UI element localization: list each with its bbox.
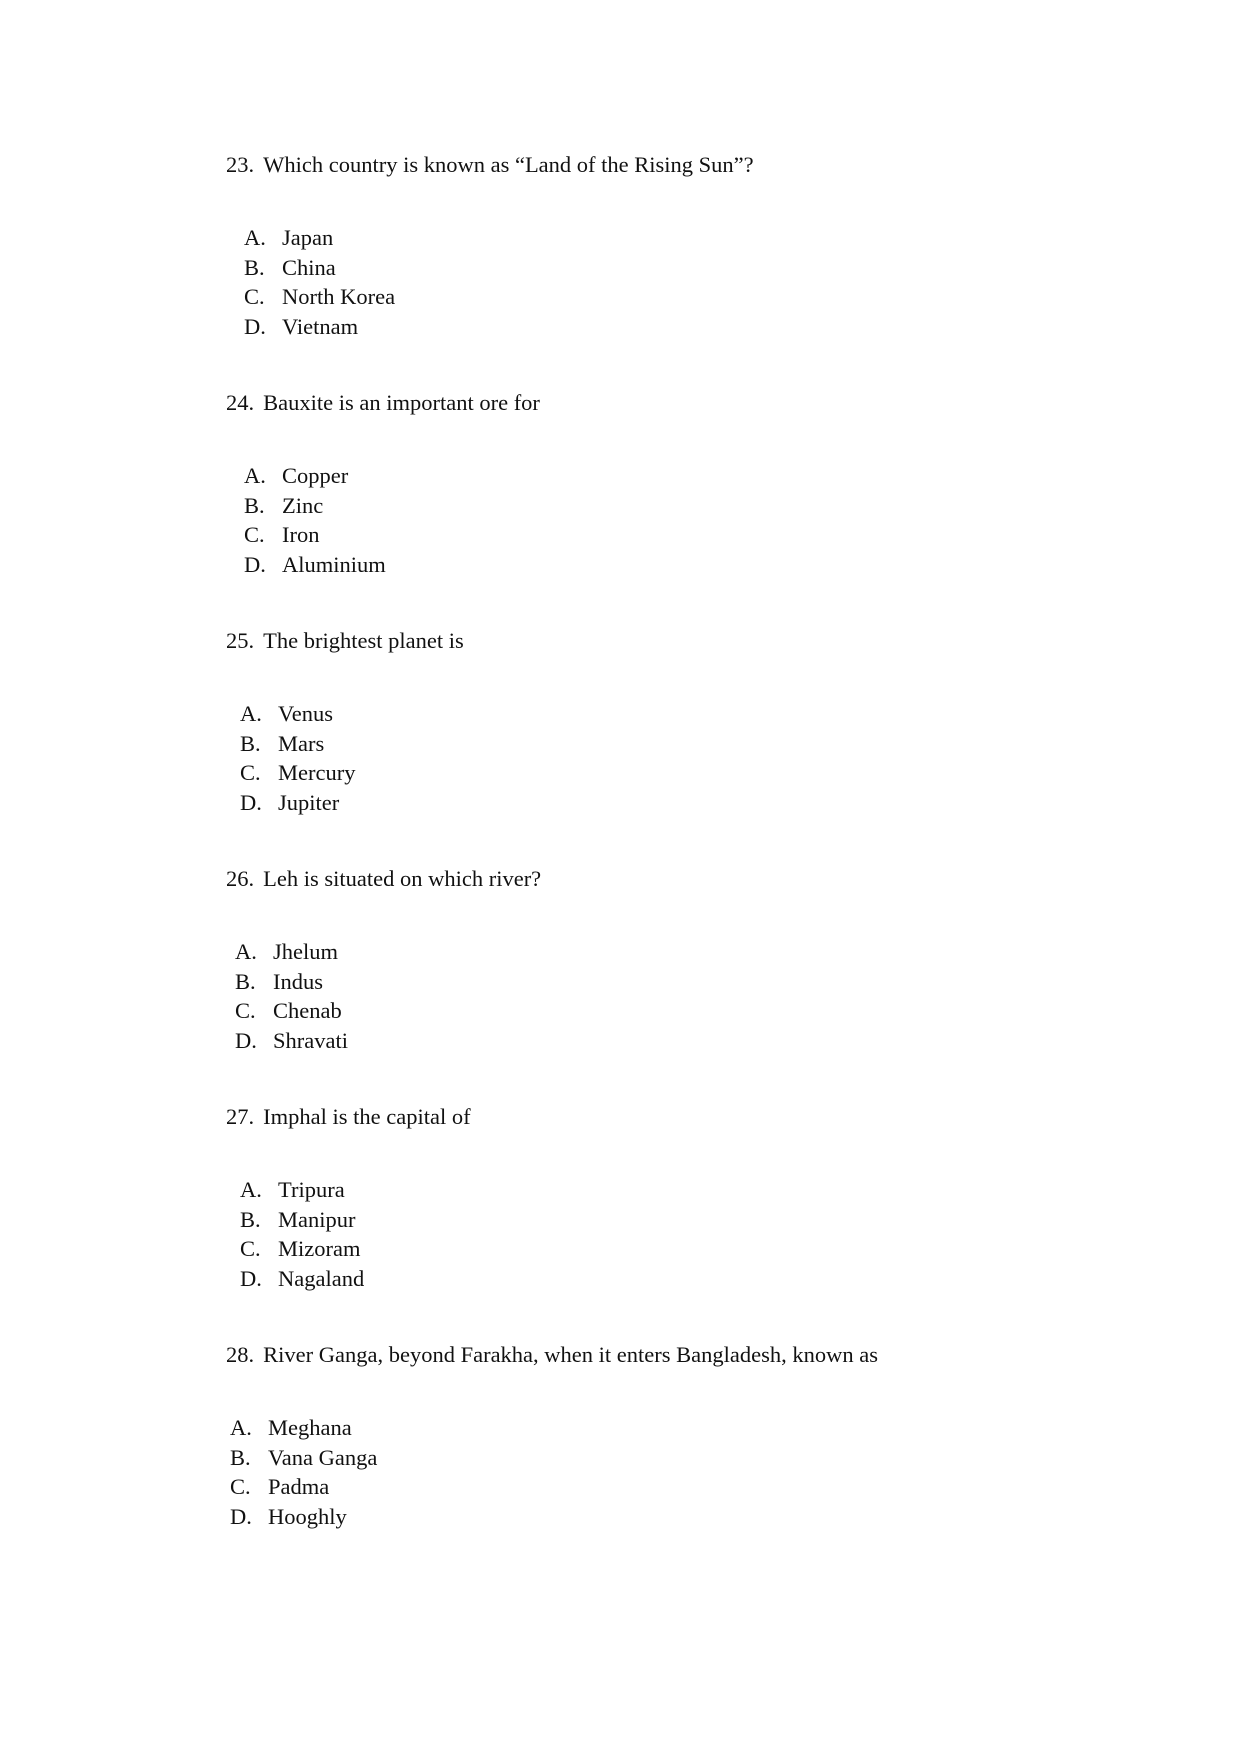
question-text-line — [226, 150, 754, 180]
option-text: China — [282, 254, 336, 280]
option-text: North Korea — [282, 284, 396, 309]
option-letter: A. — [240, 701, 262, 726]
question-number: 23. — [226, 152, 255, 177]
option-letter: D. — [230, 1503, 252, 1529]
option-letter: B. — [240, 730, 261, 756]
question-text-line — [226, 388, 540, 418]
option-letter: C. — [244, 284, 265, 309]
option-letter: C. — [240, 1236, 261, 1261]
option-letter: C. — [244, 522, 265, 547]
question-number: 25. — [226, 628, 255, 653]
question-text: Imphal is the capital of — [263, 1104, 471, 1129]
option-text: Venus — [278, 701, 333, 726]
question-text: Which country is known as “Land of the Rising Sun”? — [263, 152, 754, 177]
option-text: Chenab — [273, 998, 342, 1023]
option-letter: D. — [244, 313, 266, 339]
option-text: Vietnam — [282, 313, 359, 339]
option-letter: C. — [230, 1474, 251, 1499]
option-letter: D. — [244, 551, 266, 577]
question-text-line — [226, 1102, 471, 1132]
option-letter: C. — [235, 998, 256, 1023]
question-text: Bauxite is an important ore for — [263, 390, 540, 415]
question-text: Leh is situated on which river? — [263, 866, 542, 891]
option-text: Shravati — [273, 1027, 348, 1053]
option-text: Indus — [273, 968, 323, 994]
question-number: 27. — [226, 1104, 255, 1129]
option-letter: B. — [240, 1206, 261, 1232]
option-letter: B. — [244, 254, 265, 280]
option-text: Tripura — [278, 1177, 345, 1202]
option-letter: A. — [230, 1415, 252, 1440]
option-text: Jhelum — [273, 939, 338, 964]
option-text: Iron — [282, 522, 320, 547]
option-text: Copper — [282, 463, 349, 488]
option-letter: D. — [235, 1027, 257, 1053]
option-letter: A. — [244, 463, 266, 488]
question-number: 26. — [226, 866, 255, 891]
question-number: 28. — [226, 1342, 255, 1367]
option-letter: D. — [240, 789, 262, 815]
option-text: Zinc — [282, 492, 324, 518]
option-letter: B. — [235, 968, 256, 994]
option-text: Vana Ganga — [268, 1444, 378, 1470]
option-letter: A. — [235, 939, 257, 964]
option-text: Nagaland — [278, 1265, 365, 1291]
question-text-line — [226, 1340, 878, 1370]
option-text: Mercury — [278, 760, 356, 785]
option-text: Mizoram — [278, 1236, 361, 1261]
question-text-line — [226, 626, 464, 656]
option-letter: A. — [244, 225, 266, 250]
question-number: 24. — [226, 390, 255, 415]
question-text-line — [226, 864, 541, 894]
option-text: Hooghly — [268, 1503, 347, 1529]
option-letter: B. — [230, 1444, 251, 1470]
option-text: Manipur — [278, 1206, 356, 1232]
option-text: Aluminium — [282, 551, 386, 577]
option-text: Mars — [278, 730, 325, 756]
option-letter: C. — [240, 760, 261, 785]
option-letter: D. — [240, 1265, 262, 1291]
option-letter: A. — [240, 1177, 262, 1202]
question-text: River Ganga, beyond Farakha, when it enters Bangladesh, known as — [263, 1342, 878, 1367]
option-text: Meghana — [268, 1415, 352, 1440]
option-letter: B. — [244, 492, 265, 518]
option-text: Jupiter — [278, 789, 340, 815]
option-text: Padma — [268, 1474, 330, 1499]
question-text: The brightest planet is — [263, 628, 464, 653]
option-text: Japan — [282, 225, 334, 250]
